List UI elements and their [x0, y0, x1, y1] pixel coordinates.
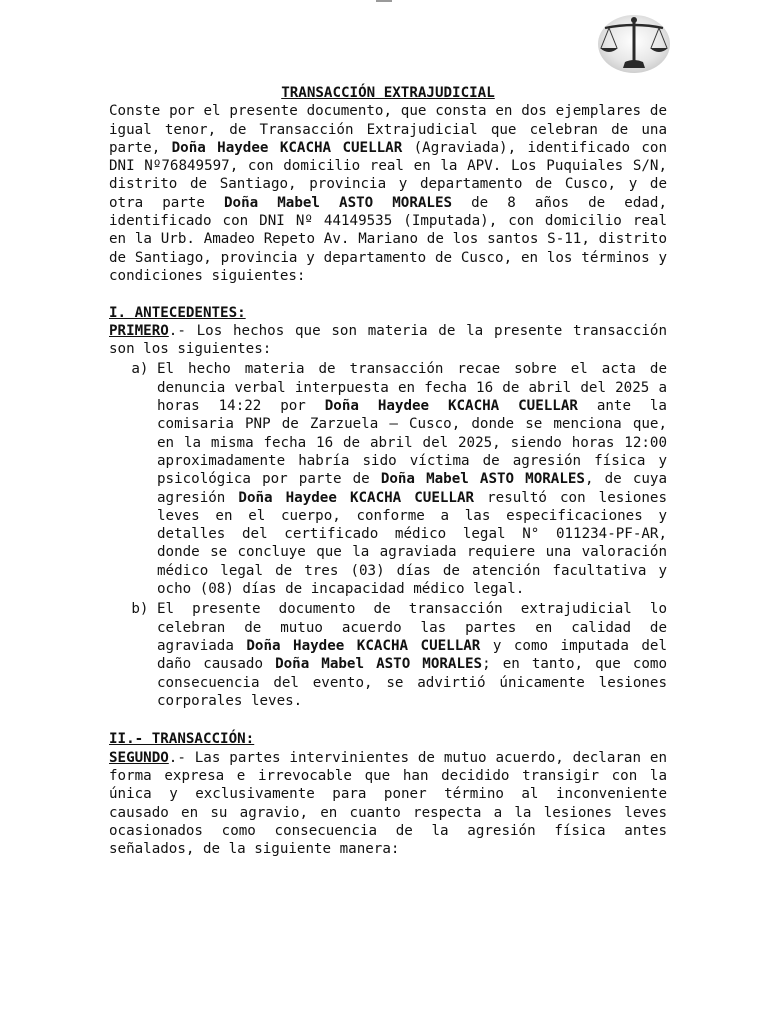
document-title: TRANSACCIÓN EXTRAJUDICIAL [281, 85, 495, 101]
clause-segundo: SEGUNDO.- Las partes intervinientes de mutuo acuerdo, declaran en forma expresa e irrevocable que han decidido transigir con la única y exclusivamente para poner término al inconveniente causado en su agravio, en cuanto respecta a la lesiones leves ocasionados como consecuencia de la agresión física antes señalados, de la siguiente manera: [109, 749, 667, 858]
clause-keyword: SEGUNDO [109, 749, 169, 766]
intro-paragraph: Conste por el presente documento, que consta en dos ejemplares de igual tenor, de Transacción Extrajudicial que celebran de una parte, Doña Haydee KCACHA CUELLAR (Agraviada), identificado con DNI Nº76849597, con domicilio real en la APV. Los Puquiales S/N, distrito de Santiago, provincia y departamento de Cusco, y de otra parte Doña Mabel ASTO MORALES de 8 años de edad, identificado con DNI Nº 44149535 (Imputada), con domicilio real en la Urb. Amadeo Repeto Av. Mariano de los santos S-11, distrito de Santiago, provincia y departamento de Cusco, en los términos y condiciones siguientes: [109, 103, 667, 284]
clause-primero: PRIMERO.- Los hechos que son materia de la presente transacción son los siguientes: [109, 322, 667, 358]
page-top-mark [376, 0, 392, 2]
section-antecedentes-heading: I. ANTECEDENTES: [109, 304, 246, 321]
party-agraviada: Doña Haydee KCACHA CUELLAR [171, 139, 403, 156]
section-transaccion-heading: II.- TRANSACCIÓN: [109, 731, 255, 748]
list-item: b. El presente documento de transacción extrajudicial lo celebran de mutuo acuerdo las partes en calidad de agraviada Doña Haydee KCACHA CUELLAR y como imputada del daño causado Doña Mabel ASTO MORALES; en tanto, que como consecuencia del evento, se advirtió únicamente lesiones corporales leves. [157, 600, 667, 710]
antecedentes-list [109, 360, 667, 710]
party-imputada: Doña Mabel ASTO MORALES [224, 194, 453, 211]
clause-keyword: PRIMERO [109, 322, 169, 339]
document-body [109, 84, 667, 858]
list-item: a. El hecho materia de transacción recae sobre el acta de denuncia verbal interpuesta en fecha 16 de abril del 2025 a horas 14:22 por Doña Haydee KCACHA CUELLAR ante la comisaria PNP de Zarzuela – Cusco, donde se menciona que, en la misma fecha 16 de abril del 2025, siendo horas 12:00 aproximadamente habría sido víctima de agresión física y psicológica por parte de Doña Mabel ASTO MORALES, de cuya agresión Doña Haydee KCACHA CUELLAR resultó con lesiones leves en el cuerpo, conforme a las especificaciones y detalles del certificado médico legal N° 011234-PF-AR, donde se concluye que la agraviada requiere una valoración médico legal de tres (03) días de atención facultativa y ocho (08) días de incapacidad médico legal. [157, 360, 667, 598]
scales-of-justice-icon [597, 14, 671, 74]
